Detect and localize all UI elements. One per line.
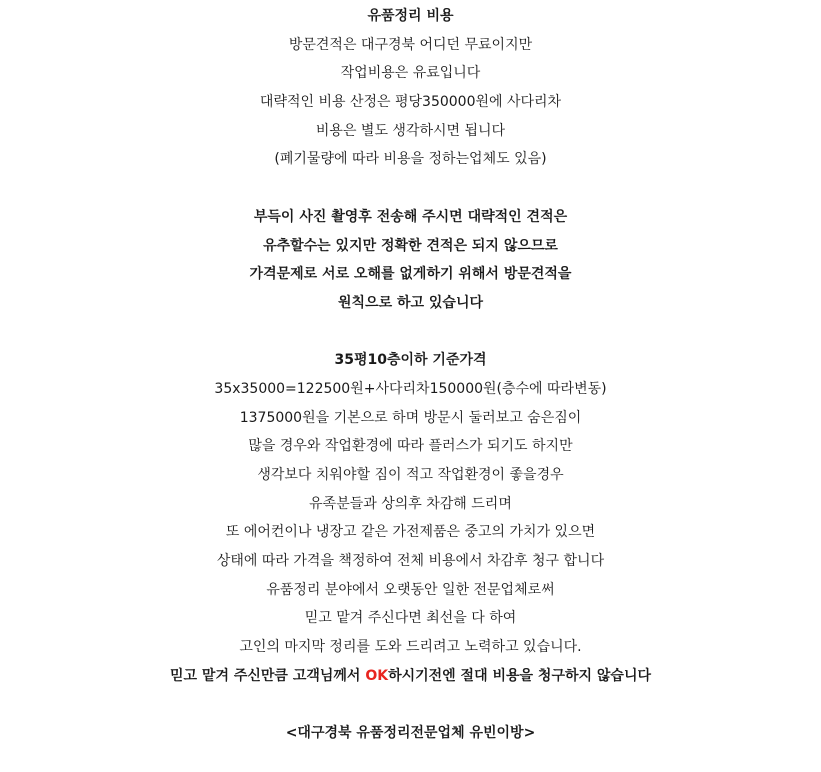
closing-promise: [0, 662, 821, 691]
spacer: [0, 174, 821, 203]
company-signature: <대구경북 유품정리전문업체 유빈이방>: [285, 725, 536, 742]
notice-line-4: 원칙으로 하고 있습니다: [338, 294, 483, 311]
intro-line-1: 방문견적은 대구경북 어디던 무료이지만: [288, 36, 533, 53]
cost-title: 유품정리 비용: [367, 8, 454, 24]
ok-highlight: OK: [365, 667, 389, 684]
pricing-line-5: 유족분들과 상의후 차감해 드리며: [309, 495, 512, 512]
notice-line-2: 유추할수는 있지만 정확한 견적은 되지 않으므로: [263, 237, 558, 254]
notice-line-1: 부득이 사진 촬영후 전송해 주시면 대략적인 견적은: [253, 208, 568, 225]
pricing-line-9: 믿고 맡겨 주신다면 최선을 다 하여: [304, 610, 517, 627]
pricing-line-6: 또 에어컨이나 냉장고 같은 가전제품은 중고의 가치가 있으면: [225, 524, 596, 541]
pricing-title: 35평10층이하 기준가격: [334, 352, 487, 369]
pricing-line-7: 상태에 따라 가격을 책정하여 전체 비용에서 차감후 청구 합니다: [216, 553, 605, 570]
pricing-line-10: 고인의 마지막 정리를 도와 드리려고 노력하고 있습니다.: [239, 639, 582, 656]
pricing-line-4: 생각보다 치워야할 짐이 적고 작업환경이 좋을경우: [257, 467, 564, 483]
pricing-line-1: 35x35000=122500원+사다리차150000원(층수에 따라변동): [214, 380, 607, 397]
pricing-line-8: 유품정리 분야에서 오랫동안 일한 전문업체로써: [266, 581, 555, 598]
intro-line-5: (폐기물량에 따라 비용을 정하는업체도 있음): [274, 151, 547, 168]
closing-text-after: 하시기전엔 절대 비용을 청구하지 않습니다: [388, 667, 651, 684]
intro-line-3: 대략적인 비용 산정은 평당350000원에 사다리차: [259, 94, 562, 111]
notice-line-3: 가격문제로 서로 오해를 없게하기 위해서 방문견적을: [249, 266, 572, 283]
intro-line-4: 비용은 별도 생각하시면 됩니다: [315, 122, 506, 139]
closing-text-before: 믿고 맡겨 주신만큼 고객님께서: [170, 667, 366, 684]
spacer: [0, 691, 821, 720]
spacer: [0, 318, 821, 347]
pricing-line-3: 많을 경우와 작업환경에 따라 플러스가 되기도 하지만: [248, 438, 573, 455]
pricing-line-2: 1375000원을 기본으로 하며 방문시 둘러보고 숨은짐이: [239, 409, 582, 426]
intro-line-2: 작업비용은 유료입니다: [340, 65, 481, 82]
